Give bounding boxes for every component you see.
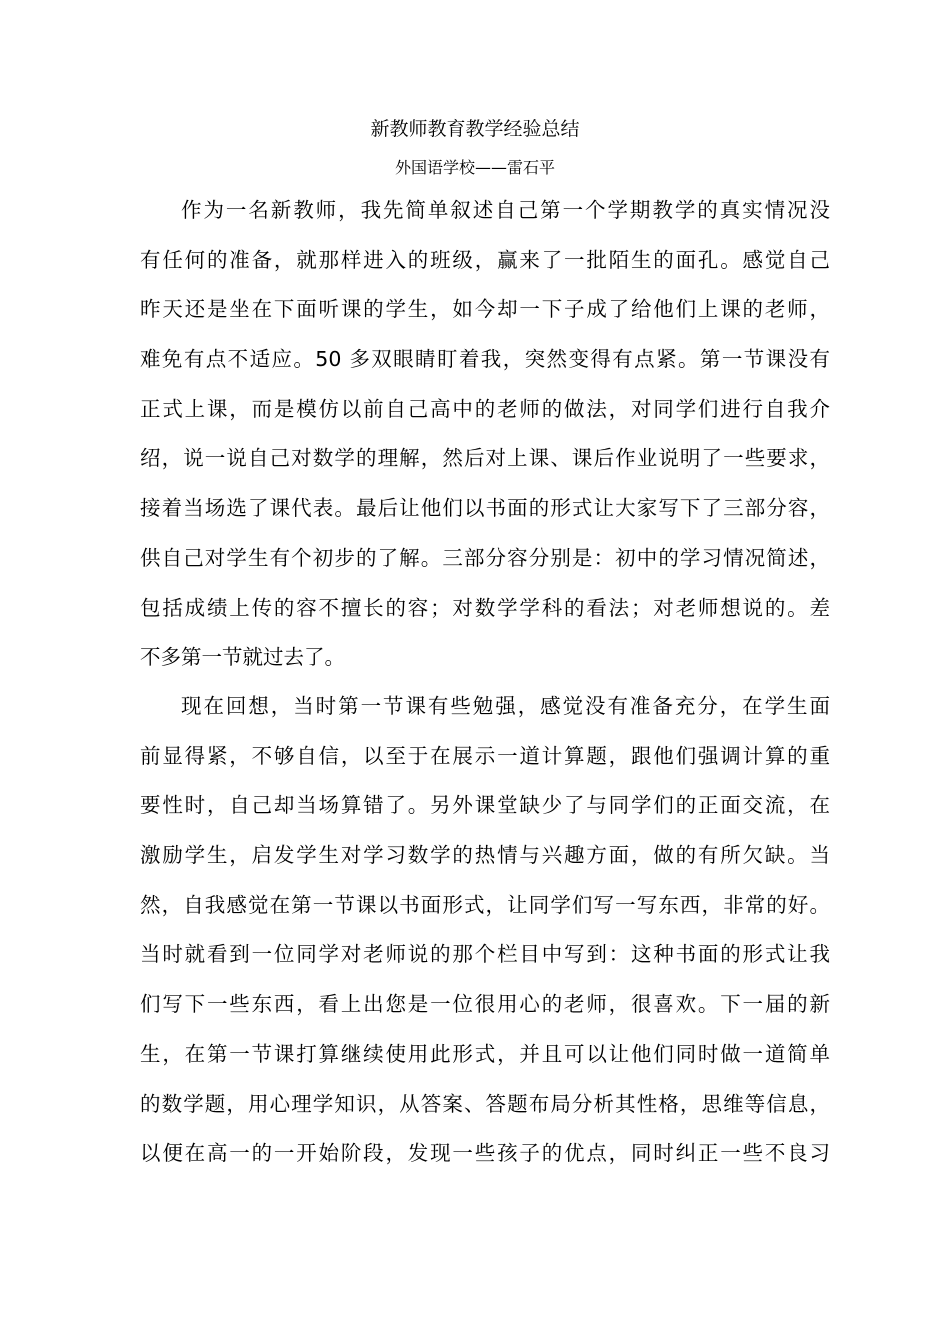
paragraph-line: 的数学题，用心理学知识，从答案、答题布局分析其性格，思维等信息，: [140, 1091, 830, 1116]
paragraph-line: 正式上课，而是模仿以前自己高中的老师的做法，对同学们进行自我介: [140, 396, 830, 421]
paragraph-line: 接着当场选了课代表。最后让他们以书面的形式让大家写下了三部分容，: [140, 496, 830, 521]
paragraph-line: 生，在第一节课打算继续使用此形式，并且可以让他们同时做一道简单: [140, 1041, 830, 1066]
paragraph-line: 有任何的准备，就那样进入的班级，赢来了一批陌生的面孔。感觉自己: [140, 247, 830, 272]
paragraph-line: 作为一名新教师，我先简单叙述自己第一个学期教学的真实情况没: [181, 198, 830, 222]
paragraph-line: 难免有点不适应。50 多双眼睛盯着我，突然变得有点紧。第一节课没有: [140, 347, 830, 372]
paragraph-line: 现在回想，当时第一节课有些勉强，感觉没有准备充分，在学生面: [181, 694, 830, 718]
paragraph-1: [140, 186, 830, 683]
paragraph-line: 然，自我感觉在第一节课以书面形式，让同学们写一写东西，非常的好。: [140, 892, 830, 917]
document-title: 新教师教育教学经验总结: [370, 118, 580, 140]
paragraph-line: 们写下一些东西，看上出您是一位很用心的老师，很喜欢。下一届的新: [140, 992, 830, 1017]
paragraph-line: 要性时，自己却当场算错了。另外课堂缺少了与同学们的正面交流，在: [140, 793, 830, 818]
paragraph-line: 当时就看到一位同学对老师说的那个栏目中写到：这种书面的形式让我: [140, 942, 830, 967]
paragraph-line: 包括成绩上传的容不擅长的容；对数学学科的看法；对老师想说的。差: [140, 595, 830, 620]
paragraph-line: 不多第一节就过去了。: [140, 645, 345, 670]
document-subtitle: 外国语学校——雷石平: [394, 158, 555, 177]
paragraph-2: [140, 682, 830, 1179]
paragraph-line: 前显得紧，不够自信，以至于在展示一道计算题，跟他们强调计算的重: [140, 743, 830, 768]
paragraph-line: 激励学生，启发学生对学习数学的热情与兴趣方面，做的有所欠缺。当: [140, 843, 830, 868]
paragraph-line: 供自己对学生有个初步的了解。三部分容分别是：初中的学习情况简述，: [140, 545, 830, 570]
paragraph-line: 昨天还是坐在下面听课的学生，如今却一下子成了给他们上课的老师，: [140, 297, 830, 322]
paragraph-line: 绍，说一说自己对数学的理解，然后对上课、课后作业说明了一些要求，: [140, 446, 830, 471]
paragraph-line: 以便在高一的一开始阶段，发现一些孩子的优点，同时纠正一些不良习: [140, 1141, 830, 1166]
